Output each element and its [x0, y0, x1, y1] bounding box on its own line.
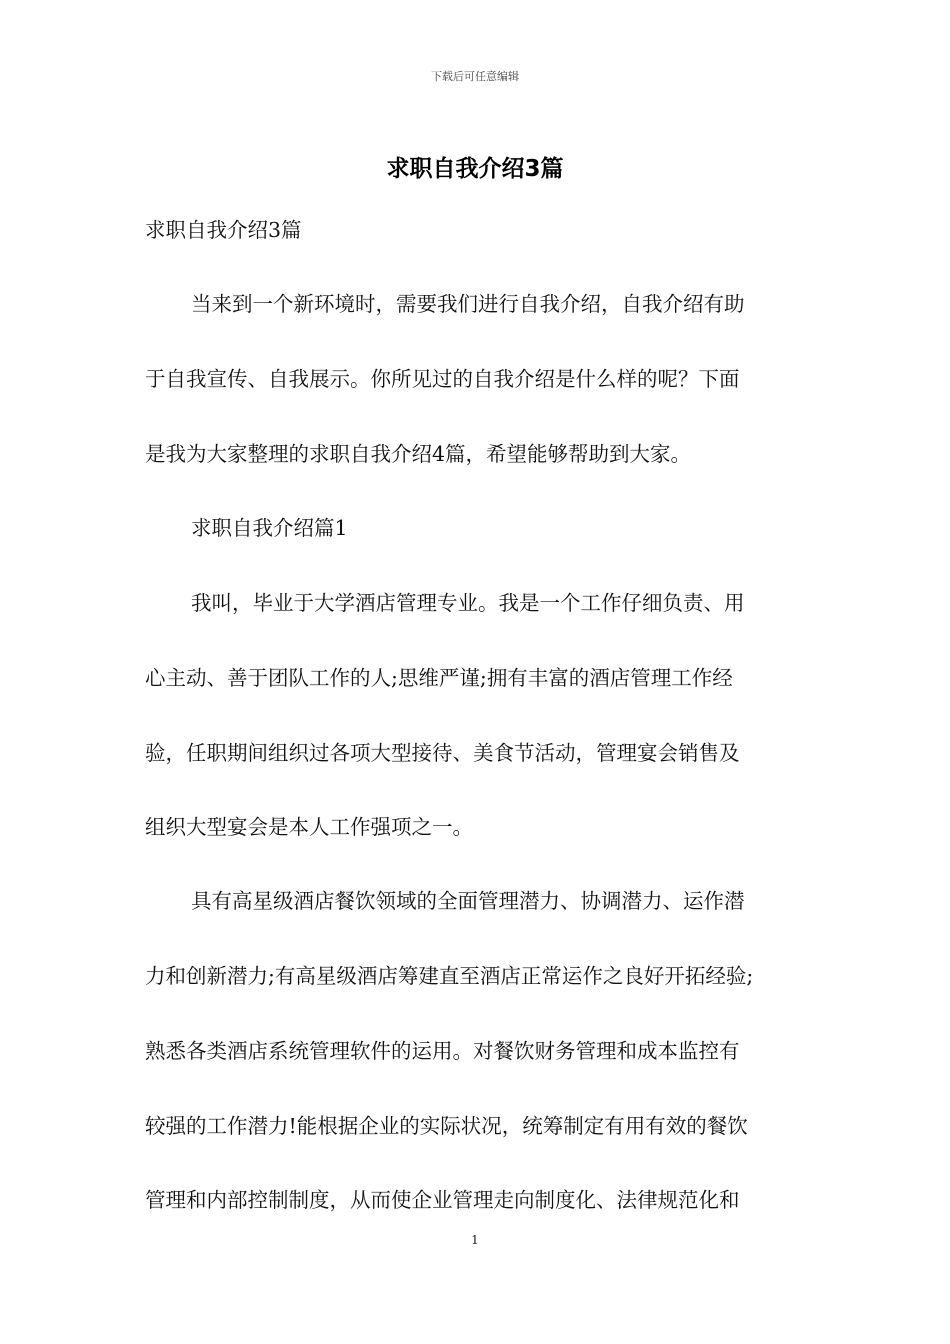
paragraph-line: 具有高星级酒店餐饮领域的全面管理潜力、协调潜力、运作潜	[191, 889, 745, 913]
paragraph-line: 验，任职期间组织过各项大型接待、美食节活动，管理宴会销售及	[145, 741, 740, 765]
paragraph-line: 熟悉各类酒店系统管理软件的运用。对餐饮财务管理和成本监控有	[145, 1039, 740, 1063]
section-heading: 求职自我介绍篇1	[191, 516, 348, 540]
paragraph-line: 力和创新潜力;有高星级酒店筹建直至酒店正常运作之良好开拓经验;	[145, 964, 754, 988]
subtitle-line: 求职自我介绍3篇	[145, 218, 302, 242]
paragraph-line: 于自我宣传、自我展示。你所见过的自我介绍是什么样的呢？下面	[145, 367, 740, 391]
paragraph-line: 我叫，毕业于大学酒店管理专业。我是一个工作仔细负责、用	[191, 591, 745, 615]
document-title: 求职自我介绍3篇	[386, 156, 564, 182]
paragraph-line: 是我为大家整理的求职自我介绍4篇，希望能够帮助到大家。	[145, 442, 692, 466]
paragraph-line: 管理和内部控制制度，从而使企业管理走向制度化、法律规范化和	[145, 1188, 740, 1212]
paragraph-line: 组织大型宴会是本人工作强项之一。	[145, 815, 473, 839]
paragraph-line: 心主动、善于团队工作的人;思维严谨;拥有丰富的酒店管理工作经	[145, 666, 733, 690]
header-note: 下载后可任意编辑	[431, 70, 519, 83]
page-number: 1	[471, 1233, 479, 1247]
document-body	[145, 0, 813, 1344]
paragraph-line: 较强的工作潜力!能根据企业的实际状况，统筹制定有用有效的餐饮	[145, 1114, 748, 1138]
paragraph-line: 当来到一个新环境时，需要我们进行自我介绍，自我介绍有助	[191, 292, 745, 316]
